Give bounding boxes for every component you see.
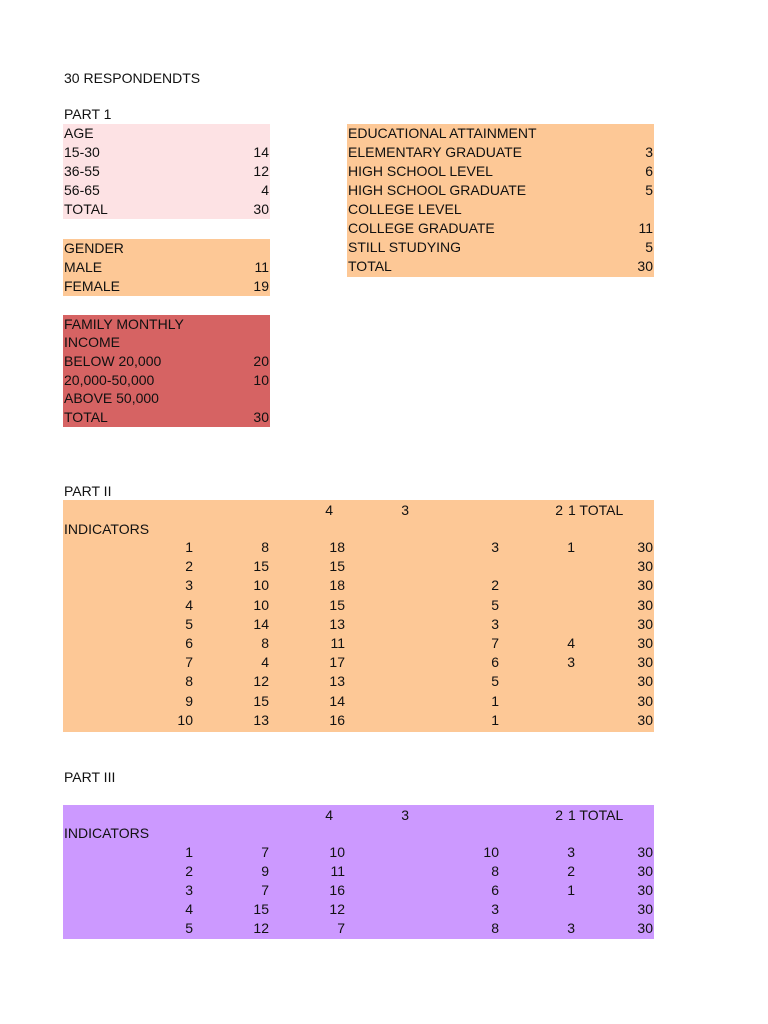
col-header-3: 3 (401, 502, 409, 518)
col-header-1-total: 1 TOTAL (568, 502, 624, 518)
score-3-count: 18 (329, 577, 345, 594)
income-header-row (63, 333, 270, 352)
score-4-count: 15 (253, 558, 269, 575)
score-4-count: 12 (253, 920, 269, 936)
age-total-row (63, 200, 270, 219)
score-4-count: 14 (253, 615, 269, 632)
indicator-row (63, 692, 654, 711)
education-row (347, 238, 654, 257)
age-value: 12 (253, 163, 269, 179)
age-header-row (63, 124, 270, 143)
score-1-count (515, 711, 575, 730)
score-3-count: 15 (329, 596, 345, 613)
income-header-row (63, 315, 270, 334)
score-4-count: 15 (253, 901, 269, 917)
col-header-2: 2 (555, 502, 563, 518)
score-2-count: 2 (491, 577, 499, 594)
age-value: 14 (253, 144, 269, 160)
gender-value: 11 (254, 259, 269, 275)
score-4-count: 7 (261, 844, 269, 860)
income-label: TOTAL (64, 409, 108, 425)
row-total: 30 (637, 692, 653, 709)
indicator-row (63, 615, 654, 634)
indicator-row (63, 900, 654, 919)
score-1-count (515, 576, 575, 595)
row-total: 30 (637, 901, 653, 917)
col-header-4: 4 (325, 807, 333, 823)
age-row (63, 181, 270, 200)
indicator-number: 5 (185, 920, 193, 936)
indicator-number: 7 (185, 654, 193, 671)
score-4-count: 15 (253, 692, 269, 709)
row-total: 30 (637, 539, 653, 555)
education-row (347, 143, 654, 162)
score-2-count: 10 (483, 844, 499, 860)
education-value: 3 (645, 144, 653, 160)
row-total: 30 (637, 635, 653, 651)
education-value: 6 (645, 163, 653, 179)
row-total: 30 (637, 673, 653, 690)
score-4-count: 13 (253, 711, 269, 728)
score-4-count: 9 (261, 863, 269, 879)
income-row (63, 371, 270, 390)
score-2-count: 5 (491, 673, 499, 690)
age-header: AGE (64, 125, 94, 141)
income-total-row (63, 408, 270, 427)
part3-heading: PART III (64, 769, 116, 785)
age-table (63, 124, 270, 219)
education-label: ELEMENTARY GRADUATE (348, 144, 523, 160)
gender-header-row (63, 239, 270, 258)
score-2-count: 6 (491, 882, 499, 898)
indicator-number: 2 (185, 558, 193, 575)
score-3-count: 13 (329, 615, 345, 632)
education-row (347, 162, 654, 181)
indicator-row (63, 881, 654, 900)
part3-table (63, 805, 654, 939)
score-4-count: 10 (253, 577, 269, 594)
row-total: 30 (637, 596, 653, 613)
score-2-count: 1 (491, 711, 499, 728)
col-header-1-total: 1 TOTAL (568, 807, 624, 823)
education-label: HIGH SCHOOL LEVEL (348, 163, 493, 179)
row-total: 30 (637, 882, 653, 898)
row-total: 30 (637, 615, 653, 632)
income-label: ABOVE 50,000 (64, 390, 159, 406)
score-1-count: 3 (567, 654, 575, 671)
score-2-count: 3 (491, 901, 499, 917)
score-1-count: 2 (567, 863, 575, 879)
education-value: 5 (645, 239, 653, 255)
row-total: 30 (637, 654, 653, 671)
education-row (347, 219, 654, 238)
indicator-row (63, 557, 654, 576)
age-value: 4 (261, 182, 269, 198)
score-1-count (515, 615, 575, 634)
indicator-number: 3 (185, 882, 193, 898)
score-2-count: 3 (491, 615, 499, 632)
document-title: 30 RESPONDENDTS (64, 70, 201, 86)
education-table (347, 124, 654, 277)
income-header-line2: INCOME (64, 334, 120, 350)
part2-table (63, 500, 654, 732)
indicator-row (63, 843, 654, 862)
income-row (63, 352, 270, 371)
score-3-count: 12 (329, 901, 345, 917)
score-4-count: 8 (261, 635, 269, 651)
score-3-count: 16 (329, 711, 345, 728)
score-3-count: 14 (329, 692, 345, 709)
indicator-number: 8 (185, 673, 193, 690)
gender-label: MALE (64, 259, 103, 275)
age-label: 15-30 (64, 144, 100, 160)
indicator-row (63, 576, 654, 595)
education-label: HIGH SCHOOL GRADUATE (348, 182, 527, 198)
score-3-count: 17 (329, 654, 345, 671)
gender-row (63, 258, 270, 277)
indicator-row (63, 538, 654, 557)
score-1-count (515, 900, 575, 919)
income-row (63, 389, 270, 408)
indicator-row (63, 919, 654, 938)
education-value: 30 (637, 258, 653, 274)
gender-value: 19 (253, 278, 269, 294)
score-3-count: 13 (329, 673, 345, 690)
gender-row (63, 277, 270, 296)
col-header-3: 3 (401, 807, 409, 823)
score-4-count: 8 (261, 539, 269, 555)
age-value: 30 (253, 201, 269, 217)
score-4-count: 10 (253, 596, 269, 613)
score-3-count: 11 (330, 635, 345, 651)
indicator-row (63, 862, 654, 881)
gender-table (63, 239, 270, 296)
education-label: COLLEGE GRADUATE (348, 220, 495, 236)
indicator-number: 6 (185, 635, 193, 651)
indicator-number: 4 (185, 901, 193, 917)
score-1-count: 1 (567, 882, 575, 898)
part2-heading: PART II (64, 483, 112, 499)
education-value: 5 (645, 182, 653, 198)
income-label: 20,000-50,000 (64, 372, 155, 388)
income-value: 30 (253, 409, 269, 425)
col-header-4: 4 (325, 502, 333, 518)
indicator-row (63, 596, 654, 615)
age-label: TOTAL (64, 201, 108, 217)
education-header: EDUCATIONAL ATTAINMENT (348, 125, 537, 141)
education-label: STILL STUDYING (348, 239, 462, 255)
indicator-row (63, 653, 654, 672)
score-1-count (515, 672, 575, 691)
indicator-row (63, 634, 654, 653)
score-2-count (439, 557, 499, 576)
score-4-count: 7 (261, 882, 269, 898)
score-2-count: 1 (491, 692, 499, 709)
score-2-count: 5 (491, 596, 499, 613)
education-row (347, 200, 654, 219)
col-header-2: 2 (555, 807, 563, 823)
score-3-count: 11 (330, 863, 345, 879)
row-total: 30 (637, 711, 653, 728)
age-label: 36-55 (64, 163, 100, 179)
score-2-count: 7 (491, 635, 499, 651)
education-label: COLLEGE LEVEL (348, 201, 462, 217)
score-2-count: 8 (491, 863, 499, 879)
score-3-count: 16 (329, 882, 345, 898)
score-3-count: 15 (329, 558, 345, 575)
score-1-count: 4 (567, 635, 575, 651)
score-4-count: 12 (253, 673, 269, 690)
score-2-count: 8 (491, 920, 499, 936)
score-3-count: 10 (329, 844, 345, 860)
score-2-count: 3 (491, 539, 499, 555)
age-row (63, 143, 270, 162)
part1-heading: PART 1 (64, 106, 112, 122)
score-1-count (515, 692, 575, 711)
education-label: TOTAL (348, 258, 392, 274)
education-total-row (347, 257, 654, 276)
row-total: 30 (637, 844, 653, 860)
income-header-line1: FAMILY MONTHLY (64, 316, 184, 332)
indicators-label: INDICATORS (64, 825, 150, 841)
row-total: 30 (637, 558, 653, 575)
indicators-label: INDICATORS (64, 521, 150, 537)
row-total: 30 (637, 863, 653, 879)
age-row (63, 162, 270, 181)
score-4-count: 4 (261, 654, 269, 671)
income-value: 20 (253, 353, 269, 369)
income-value: 10 (253, 372, 269, 388)
indicator-number: 9 (185, 692, 193, 709)
gender-label: FEMALE (64, 278, 121, 294)
income-label: BELOW 20,000 (64, 353, 162, 369)
indicator-number: 4 (185, 596, 193, 613)
education-header-row (347, 124, 654, 143)
indicator-number: 10 (177, 711, 193, 728)
indicator-number: 3 (185, 577, 193, 594)
row-total: 30 (637, 577, 653, 594)
indicator-number: 5 (185, 615, 193, 632)
score-3-count: 18 (329, 539, 345, 555)
score-1-count (515, 596, 575, 615)
score-1-count (515, 557, 575, 576)
education-value: 11 (638, 220, 653, 236)
age-label: 56-65 (64, 182, 100, 198)
indicator-row (63, 711, 654, 730)
score-3-count: 7 (337, 920, 345, 936)
row-total: 30 (637, 920, 653, 936)
indicator-number: 1 (185, 539, 193, 555)
score-2-count: 6 (491, 654, 499, 671)
income-table (63, 315, 270, 427)
indicator-number: 2 (185, 863, 193, 879)
indicator-row (63, 672, 654, 691)
score-1-count: 3 (567, 844, 575, 860)
score-1-count: 3 (567, 920, 575, 936)
indicator-number: 1 (185, 844, 193, 860)
score-1-count: 1 (567, 539, 575, 555)
education-row (347, 181, 654, 200)
gender-header: GENDER (64, 240, 124, 256)
